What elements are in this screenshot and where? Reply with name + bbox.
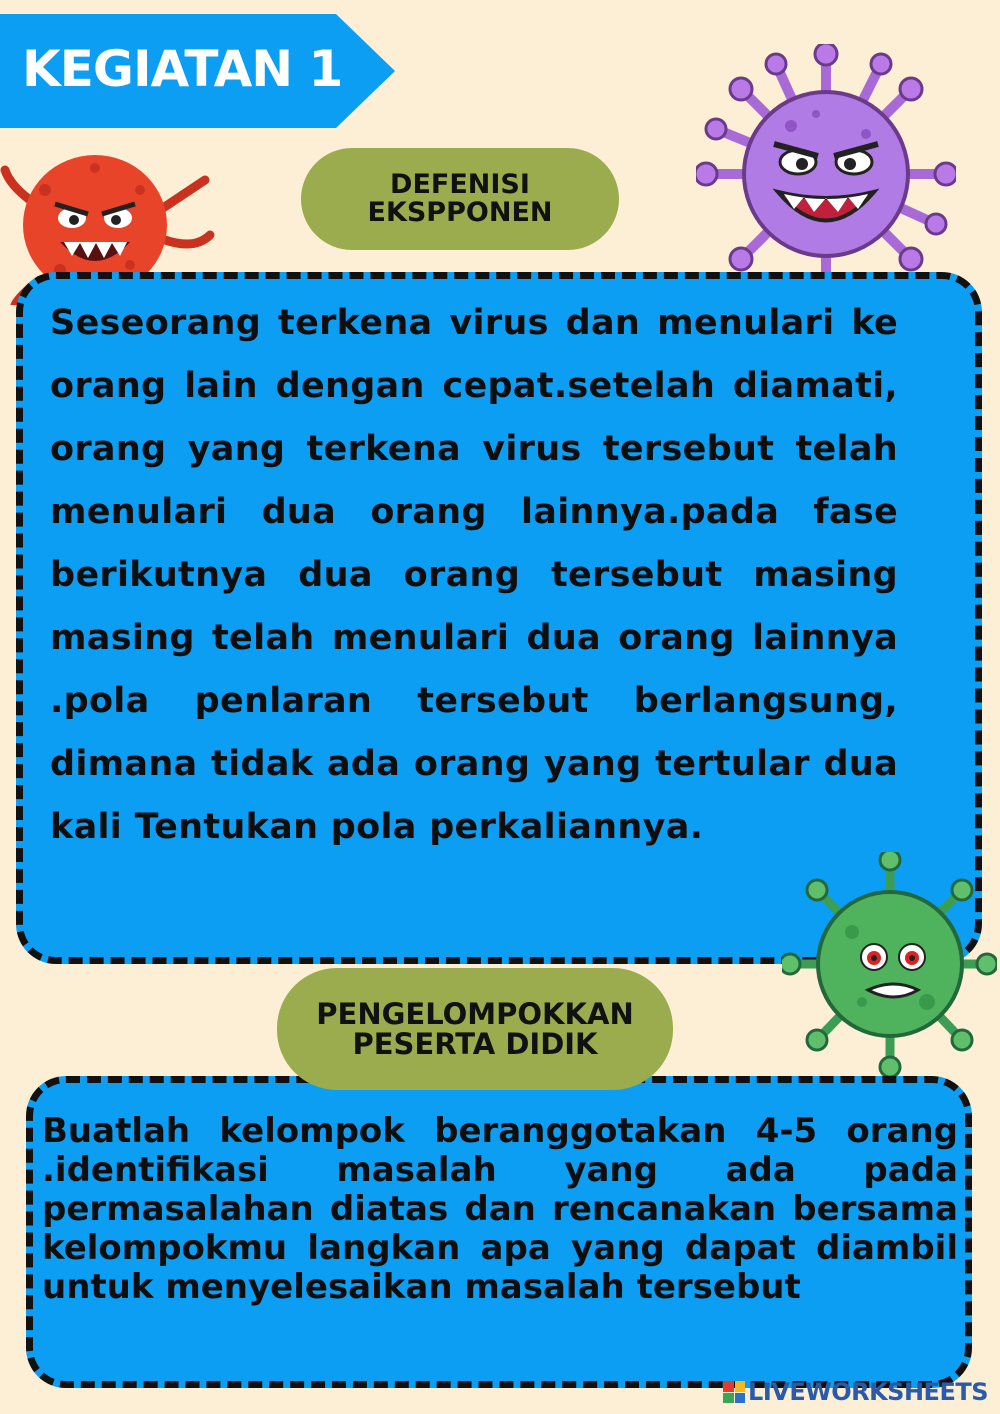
- section-title-grouping: [277, 968, 673, 1090]
- section-title-definition: [301, 148, 619, 250]
- green-virus-icon: [782, 852, 997, 1077]
- purple-virus-icon: [696, 44, 956, 304]
- section-title-line: EKSPPONEN: [367, 197, 553, 228]
- banner-title: KEGIATAN 1: [22, 40, 343, 98]
- definition-text: Seseorang terkena virus dan menulari ke orang lain dengan cepat.setelah diamati, orang yang terkena virus tersebut telah menulari dua orang lainnya.pada fase berikutnya dua orang tersebut masing masing telah menulari dua orang lainnya .pola penlaran tersebut berlangsung, dimana tidak ada orang yang tertular dua kali Tentukan pola perkaliannya.: [50, 303, 898, 847]
- liveworksheets-logo-icon: [723, 1381, 745, 1403]
- watermark-text: LIVEWORKSHEETS: [748, 1378, 988, 1406]
- activity-banner: [0, 14, 395, 128]
- section-title-line: PESERTA DIDIK: [352, 1027, 598, 1061]
- section-title-line: PENGELOMPOKKAN: [316, 996, 634, 1031]
- liveworksheets-watermark: [723, 1378, 988, 1406]
- grouping-text: Buatlah kelompok beranggotakan 4-5 orang .identifikasi masalah yang ada pada permasalahan diatas dan rencanakan bersama kelompokmu langkan apa yang dapat diambil untuk menyelesaikan masalah tersebut: [42, 1111, 958, 1307]
- section-title-line: DEFENISI: [390, 168, 530, 200]
